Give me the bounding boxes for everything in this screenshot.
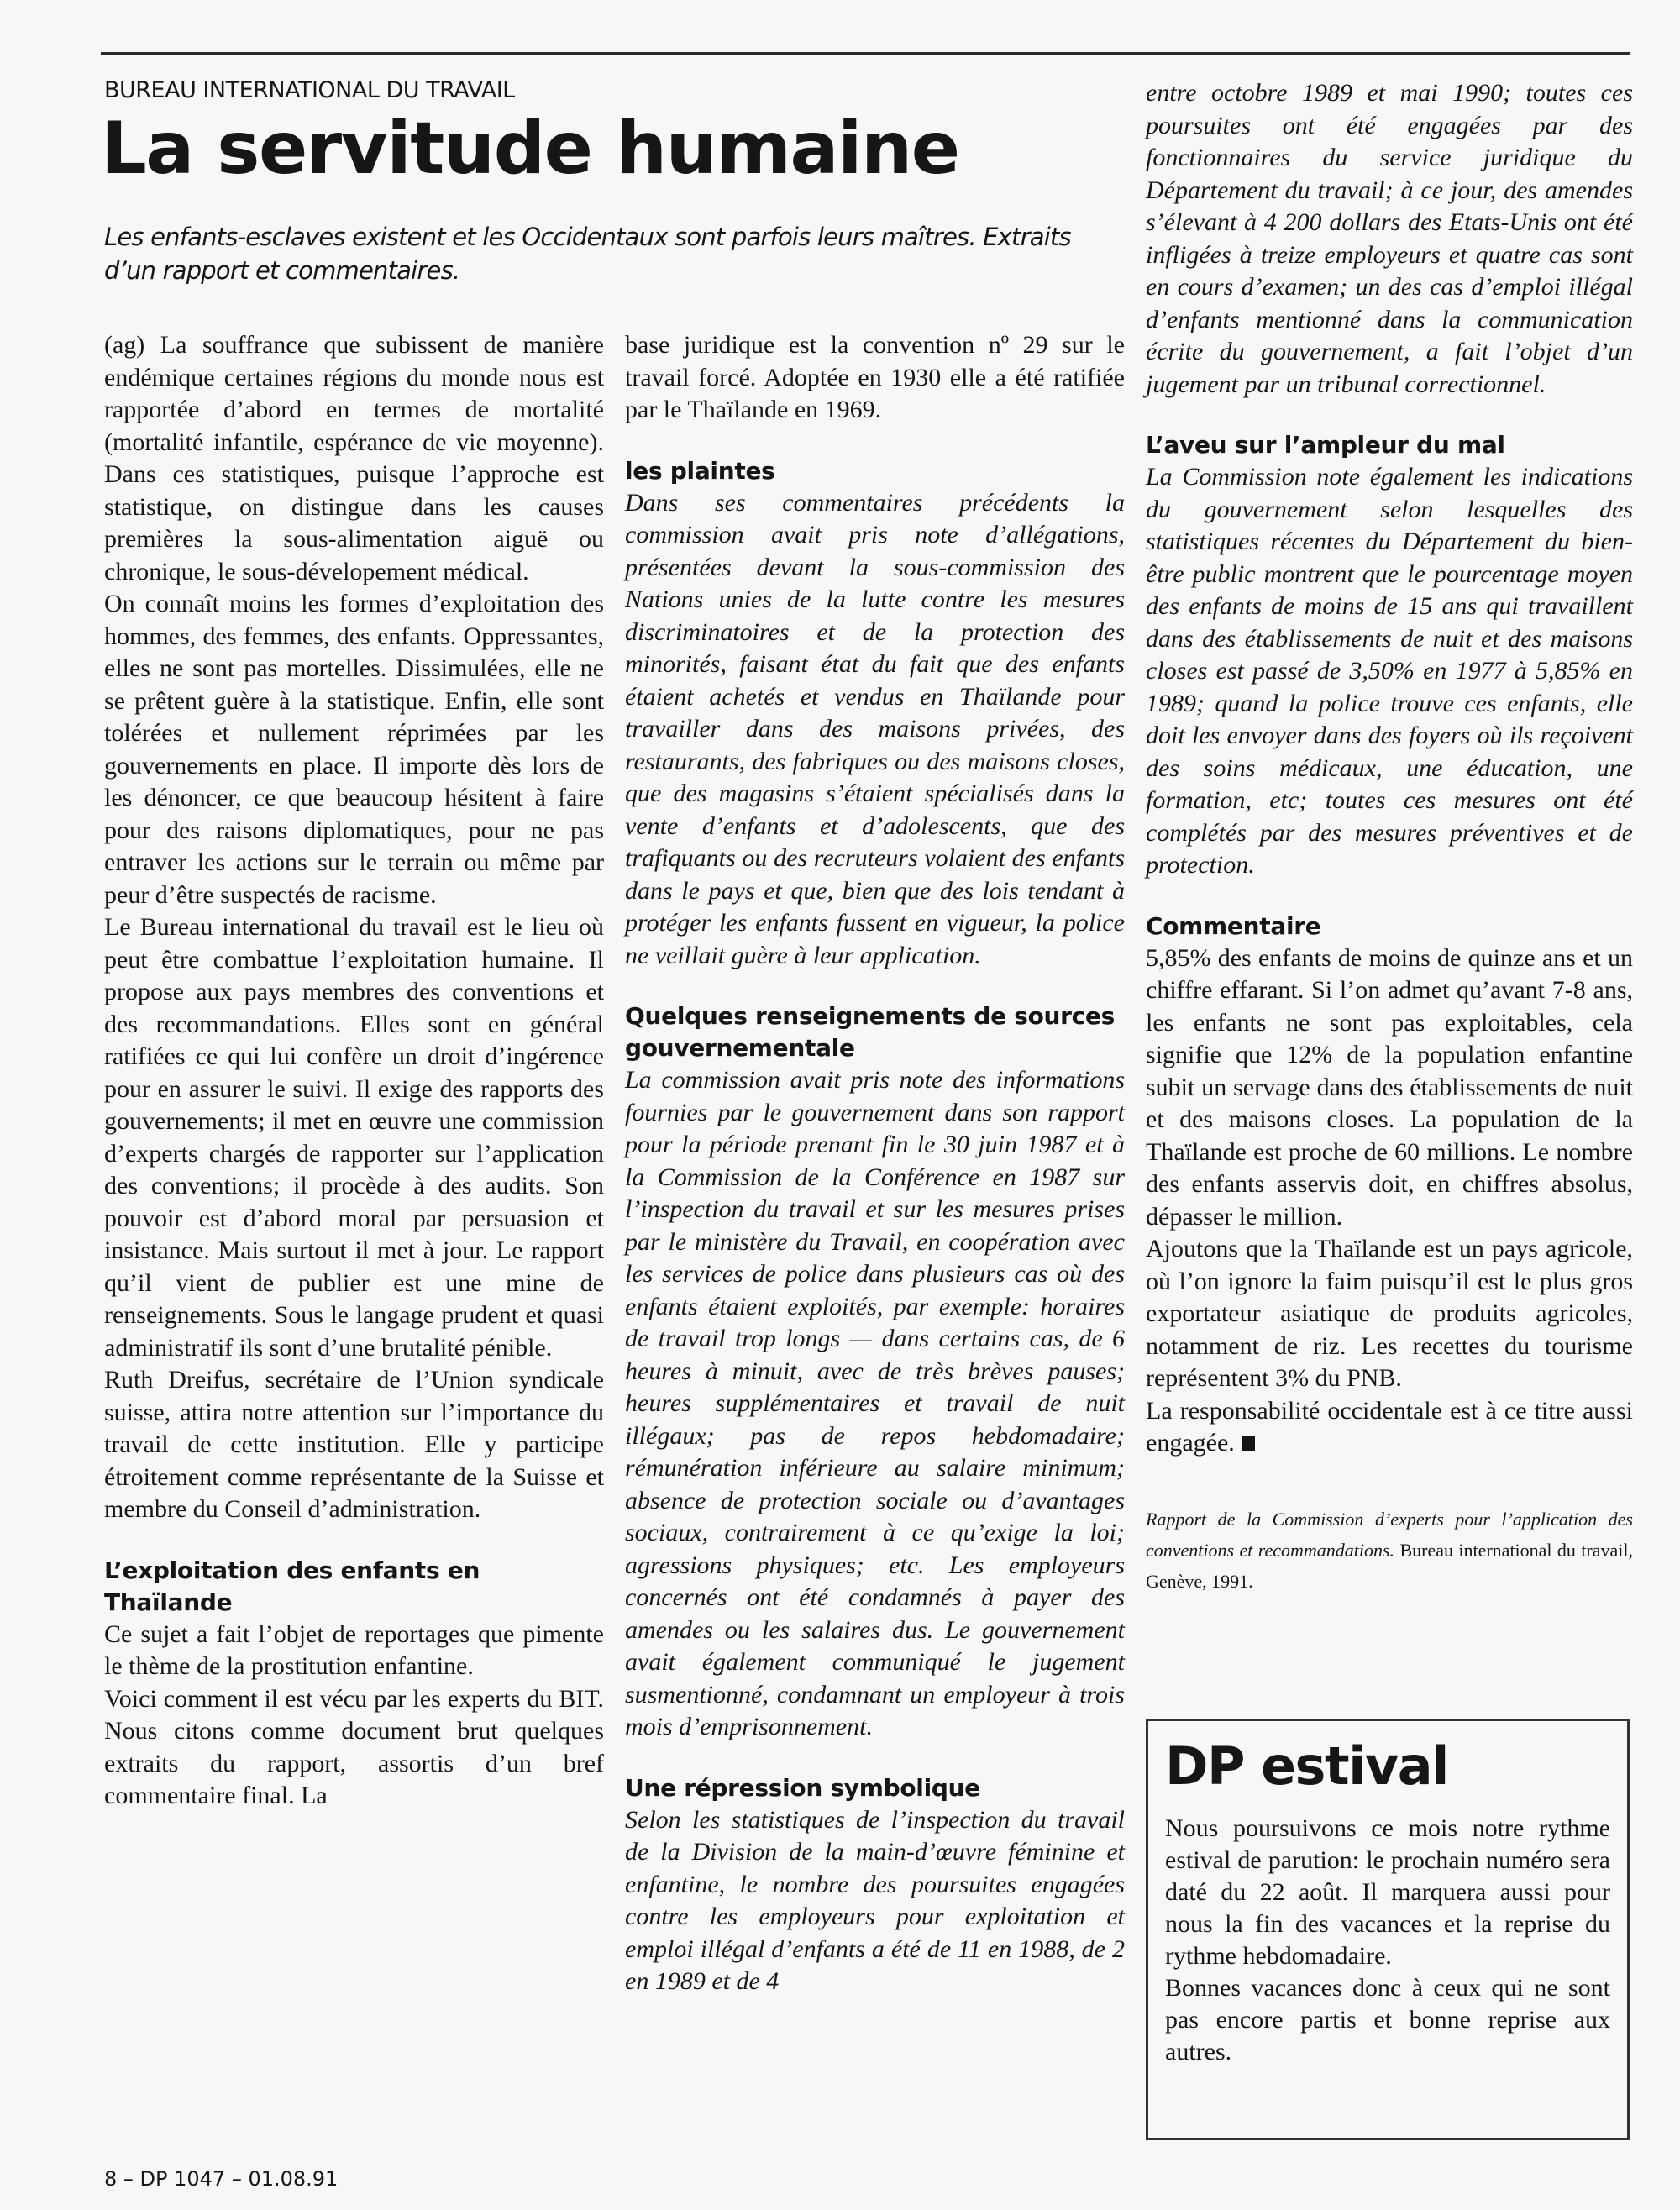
end-mark	[1242, 1436, 1255, 1451]
quoted-paragraph: La commission avait pris note des informations fournies par le gouvernement dans son rapport pour la période prenant fin le 30 juin 1987 et à la Commission de la Conférence en 1987 sur l’inspection du travail et sur les mesures prises par le ministère du Travail, en coopération avec les services de police dans plusieurs cas où des enfants étaient exploités, par exemple: horaires de travail trop longs — dans certains cas, de 6 heures à minuit, avec de très brèves pauses; heures supplémentaires et travail de nuit illégaux; pas de repos hebdomadaire; rémunération inférieure au salaire minimum; absence de protection sociale ou d’avantages sociaux, contrairement à ce qu’exige la loi; agressions physiques; etc. Les employeurs concernés ont été condamnés à payer des amendes ou les salaires dus. Le gouvernement avait également communiqué le jugement susmentionné, condamnant un employeur à trois mois d’emprisonnement.	[625, 1066, 1125, 1740]
subheading-commentaire: Commentaire	[1146, 911, 1321, 940]
page-folio: 8 – DP 1047 – 01.08.91	[104, 2167, 339, 2191]
column-1	[104, 329, 604, 1813]
quoted-paragraph: La Commission note également les indications du gouvernement selon lesquelles des statistiques récentes du Département du bien-être public montrent que le pourcentage moyen des enfants de moins de 15 ans qui travaillent dans des établissements de nuit et des maisons closes est passé de 3,50% en 1977 à 5,85% en 1989; quand la police trouve ces enfants, elle doit les envoyer dans des foyers où ils reçoivent des soins médicaux, une éducation, une formation, etc; toutes ces mesures ont été complétés par des mesures préventives et de protection.	[1146, 463, 1633, 879]
source-note	[1146, 1504, 1633, 1597]
paragraph: (ag) La souffrance que subissent de manière endémique certaines régions du monde nous est rapportée d’abord en termes de mortalité (mortalité infantile, espérance de vie moyenne). Dans ces statistiques, puisque l’approche est statistique, on distingue dans les causes premières la sous-alimentation aiguë ou chronique, le sous-dévelopement médical.	[104, 331, 604, 585]
column-3	[1146, 77, 1633, 1597]
paragraph: Ajoutons que la Thaïlande est un pays agricole, où l’on ignore la faim puisqu’il est le plus gros exportateur asiatique de produits agricoles, notamment de riz. Les recettes du tourisme représentent 3% du PNB.	[1146, 1235, 1633, 1392]
paragraph: 5,85% des enfants de moins de quinze ans et un chiffre effarant. Si l’on admet qu’avant 7-8 ans, les enfants ne sont pas exploitables, cela signifie que 12% de la population enfantine subit un servage dans des établissements de nuit et des maisons closes. La population de la Thaïlande est proche de 60 millions. Le nombre des enfants asservis doit, en chiffres absolus, dépasser le million.	[1146, 943, 1633, 1231]
paragraph: Voici comment il est vécu par les experts du BIT. Nous citons comme document brut quelques extraits du rapport, assortis d’un bref commentaire final. La	[104, 1684, 604, 1809]
source-title: Rapport de la Commission d’experts pour l’application des conventions et recommandations.	[1146, 1508, 1633, 1561]
subheading-repression: Une répression symbolique	[625, 1773, 980, 1802]
article-title: La servitude humaine	[101, 107, 959, 191]
final-sentence: La responsabilité occidentale est à ce titre aussi engagée.	[1146, 1396, 1633, 1457]
paragraph: On connaît moins les formes d’exploitation des hommes, des femmes, des enfants. Oppressantes, elles ne sont pas mortelles. Dissimulées, elle ne se prêtent guère à la statistique. Enfin, elle sont tolérées et nullement réprimées par les gouvernements en place. Il importe dès lors de les dénoncer, ce que beaucoup hésitent à faire pour des raisons diplomatiques, pour ne pas entraver les actions sur le terrain ou même par peur d’être suspectés de racisme.	[104, 590, 604, 909]
box-paragraph: Bonnes vacances donc à ceux qui ne sont pas encore partis et bonne reprise aux autres.	[1165, 1974, 1610, 2066]
paragraph-final	[1146, 1395, 1633, 1460]
paragraph: base juridique est la convention nº 29 sur le travail forcé. Adoptée en 1930 elle a été ratifiée par le Thaïlande en 1969.	[625, 331, 1125, 423]
dp-estival-box	[1146, 1719, 1630, 2140]
subheading-thailand: L’exploitation des enfants en Thaïlande	[104, 1556, 480, 1616]
quoted-paragraph: Selon les statistiques de l’inspection du travail de la Division de la main-d’œuvre féminine et enfantine, le nombre des poursuites engagées contre les employeurs pour exploitation et emploi illégal d’enfants a été de 11 en 1988, de 2 en 1989 et de 4	[625, 1805, 1125, 1995]
top-rule	[101, 52, 1630, 55]
box-title: DP estival	[1165, 1735, 1448, 1797]
subheading-sources: Quelques renseignements de sources gouvernementale	[625, 1002, 1116, 1062]
source-publisher: Bureau international du travail, Genève, 1991.	[1146, 1539, 1634, 1592]
section-kicker: BUREAU INTERNATIONAL DU TRAVAIL	[104, 77, 515, 103]
article-lead: Les enfants-esclaves existent et les Occidentaux sont parfois leurs maîtres. Extraits d’un rapport et commentaires.	[104, 223, 1071, 286]
subheading-aveu: L’aveu sur l’ampleur du mal	[1146, 431, 1505, 459]
paragraph: Le Bureau international du travail est le lieu où peut être combattue l’exploitation humaine. Il propose aux pays membres des conventions et des recommandations. Elles sont en général ratifiées ce qui lui confère un droit d’ingérence pour en assurer le suivi. Il exige des rapports des gouvernements; il met en œuvre une commission d’experts chargés de rapporter sur l’application des conventions; il procède à des audits. Son pouvoir est d’abord moral par persuasion et insistance. Mais surtout il met à jour. Le rapport qu’il vient de publier est une mine de renseignements. Sous le langage prudent et quasi administratif ils sont d’une brutalité pénible.	[104, 913, 604, 1362]
quoted-paragraph: entre octobre 1989 et mai 1990; toutes ces poursuites ont été engagées par des fonctionnaires du service juridique du Département du travail; à ce jour, des amendes s’élevant à 4 200 dollars des Etats-Unis ont été infligées à treize employeurs et quatre cas sont en cours d’examen; un des cas d’emploi illégal d’enfants mentionné dans la communication écrite du gouvernement, a fait l’objet d’un jugement par un tribunal correctionnel.	[1146, 79, 1633, 398]
paragraph: Ce sujet a fait l’objet de reportages que pimente le thème de la prostitution enfantine.	[104, 1619, 604, 1680]
column-2	[625, 329, 1125, 1998]
paragraph: Ruth Dreifus, secrétaire de l’Union syndicale suisse, attira notre attention sur l’importance du travail de cette institution. Elle y participe étroitement comme représentante de la Suisse et membre du Conseil d’administration.	[104, 1366, 604, 1523]
box-paragraph: Nous poursuivons ce mois notre rythme estival de parution: le prochain numéro sera daté du 22 août. Il marquera aussi pour nous la fin des vacances et la reprise du rythme hebdomadaire.	[1165, 1814, 1610, 1971]
subheading-plaintes: les plaintes	[625, 456, 775, 485]
quoted-paragraph: Dans ses commentaires précédents la commission avait pris note d’allégations, présentées devant la sous-commission des Nations unies de la lutte contre les mesures discriminatoires et de la protection des minorités, faisant état du fait que des enfants étaient achetés et vendus en Thaïlande pour travailler dans des maisons privées, des restaurants, des fabriques ou des maisons closes, que des magasins s’étaient spécialisés dans la vente d’enfants et d’adolescents, que des trafiquants ou des recruteurs volaient des enfants dans le pays et que, bien que des lois tendant à protéger les enfants fussent en vigueur, la police ne veillait guère à leur application.	[625, 488, 1125, 969]
